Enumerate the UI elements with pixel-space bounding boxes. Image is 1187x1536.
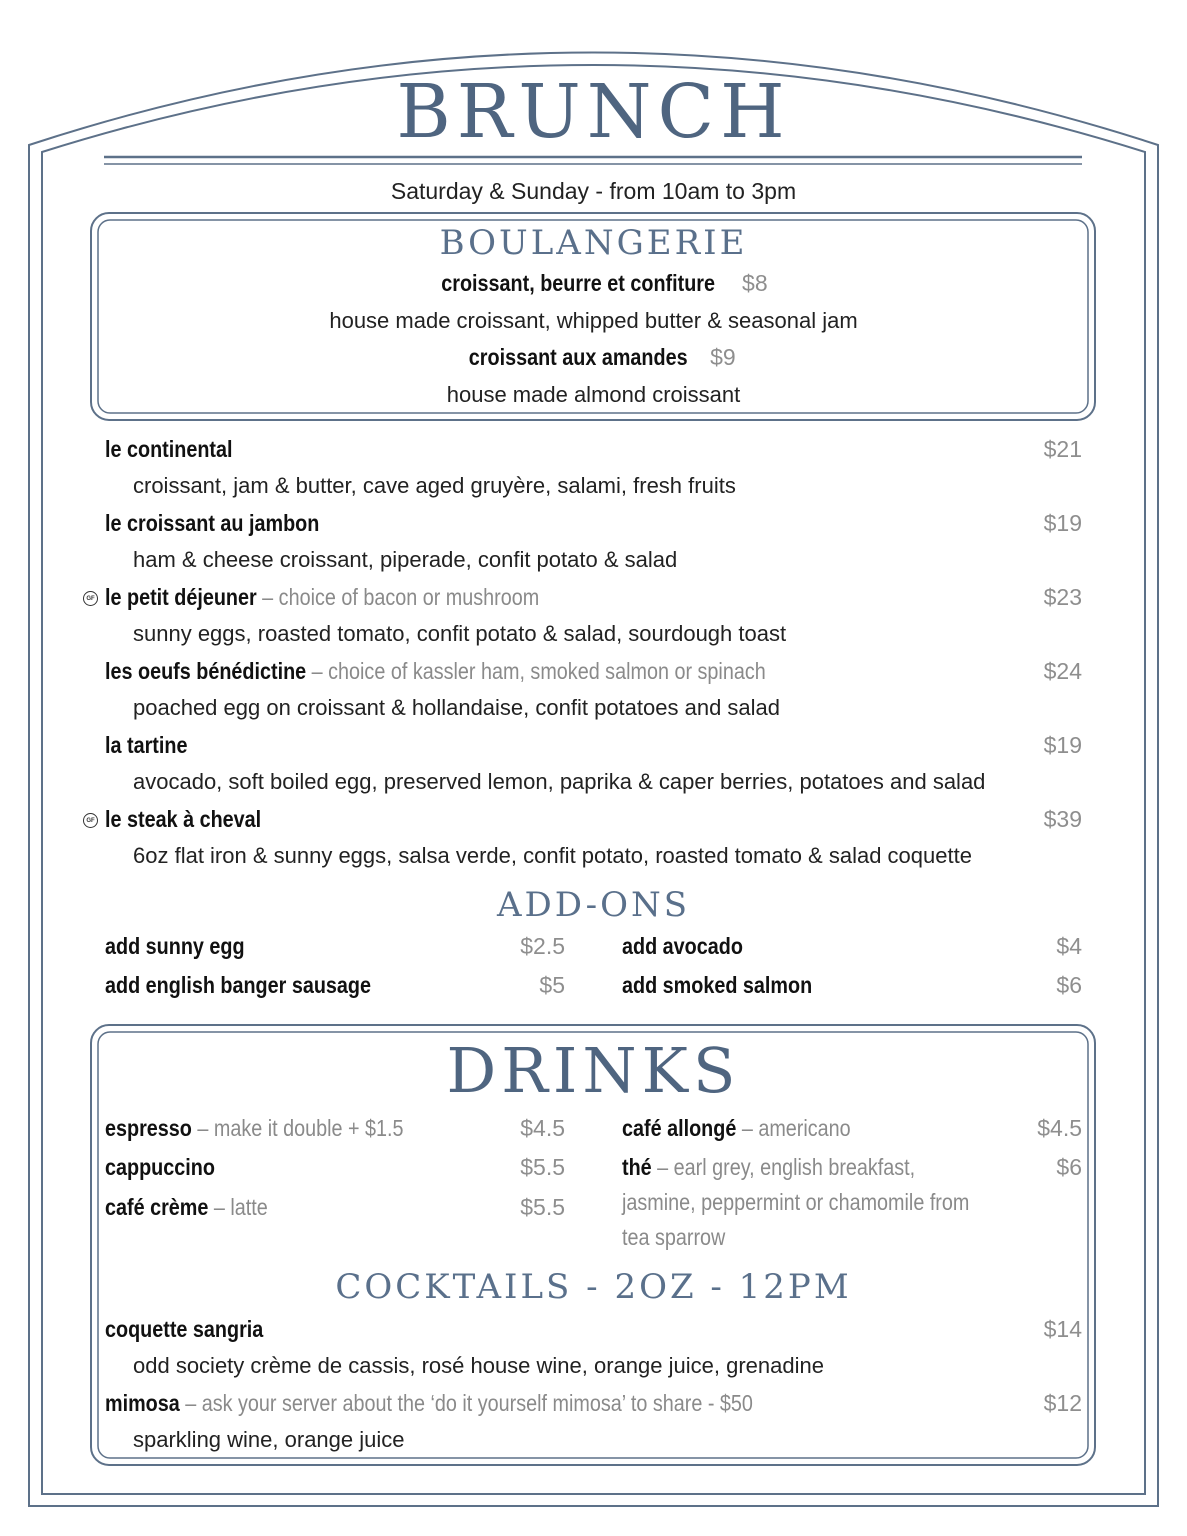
gluten-free-icon: GF xyxy=(83,813,98,828)
drink-option: – earl grey, english breakfast, xyxy=(651,1154,916,1180)
drink-price: $4.5 xyxy=(1037,1115,1082,1141)
addon-name: add avocado xyxy=(622,933,743,959)
item-name: le croissant au jambon xyxy=(105,510,320,536)
item-name: croissant, beurre et confiture xyxy=(441,270,716,296)
drink-name: espresso – make it double + $1.5 xyxy=(105,1115,404,1141)
item-name: le continental xyxy=(105,436,233,462)
drinks-title: DRINKS xyxy=(446,1034,741,1107)
addon-price: $2.5 xyxy=(520,933,565,959)
drink-name: thé – earl grey, english breakfast, xyxy=(622,1154,916,1180)
hours-subtitle: Saturday & Sunday - from 10am to 3pm xyxy=(390,178,797,204)
menu-item xyxy=(105,732,1082,762)
drink-price: $5.5 xyxy=(520,1154,565,1180)
item-name: les oeufs bénédictine – choice of kassler ham, smoked salmon or spinach xyxy=(105,658,766,684)
item-name: le steak à cheval xyxy=(105,806,262,832)
drink-option: – americano xyxy=(736,1115,851,1141)
cocktail-price: $12 xyxy=(1043,1390,1082,1416)
cocktail-option: – ask your server about the ‘do it yourself mimosa’ to share - $50 xyxy=(179,1390,753,1416)
cocktail-item xyxy=(105,1316,1082,1346)
item-option: – choice of kassler ham, smoked salmon or spinach xyxy=(306,658,766,684)
drink-item xyxy=(622,1115,1082,1145)
page-title: BRUNCH xyxy=(396,69,791,155)
item-price: $21 xyxy=(1043,436,1082,462)
cocktail-item xyxy=(105,1390,1082,1420)
item-option: – choice of bacon or mushroom xyxy=(256,584,540,610)
addons-title: ADD-ONS xyxy=(496,885,691,925)
addon-item xyxy=(622,972,1082,1002)
item-description: poached egg on croissant & hollandaise, confit potatoes and salad xyxy=(133,695,781,720)
addon-price: $6 xyxy=(1056,972,1082,998)
item-name: la tartine xyxy=(105,732,188,758)
item-price: $19 xyxy=(1043,510,1082,536)
item-price: $8 xyxy=(742,270,768,296)
addon-item xyxy=(105,933,565,963)
menu-item xyxy=(105,510,1082,540)
drink-option: – latte xyxy=(208,1194,268,1220)
drink-price: $4.5 xyxy=(520,1115,565,1141)
boulangerie-item xyxy=(0,344,1187,371)
addon-item xyxy=(105,972,565,1002)
cocktail-name: mimosa – ask your server about the ‘do it yourself mimosa’ to share - $50 xyxy=(105,1390,753,1416)
drink-option-line: jasmine, peppermint or chamomile from xyxy=(622,1189,970,1215)
cocktail-price: $14 xyxy=(1043,1316,1082,1342)
drink-price: $6 xyxy=(1056,1154,1082,1180)
item-price: $23 xyxy=(1043,584,1082,610)
cocktail-description: odd society crème de cassis, rosé house wine, orange juice, grenadine xyxy=(133,1353,824,1378)
cocktail-name: coquette sangria xyxy=(105,1316,264,1342)
menu-item xyxy=(105,436,1082,466)
item-description: croissant, jam & butter, cave aged gruyère, salami, fresh fruits xyxy=(133,473,736,498)
drink-option-line: tea sparrow xyxy=(622,1224,726,1250)
addon-name: add sunny egg xyxy=(105,933,245,959)
drink-item xyxy=(105,1115,565,1145)
drink-price: $5.5 xyxy=(520,1194,565,1220)
drink-item xyxy=(105,1194,565,1224)
item-price: $39 xyxy=(1043,806,1082,832)
menu-item xyxy=(105,806,1082,836)
addon-name: add english banger sausage xyxy=(105,972,372,998)
boulangerie-item xyxy=(0,270,1187,297)
addon-price: $4 xyxy=(1056,933,1082,959)
drink-name: cappuccino xyxy=(105,1154,215,1180)
menu-item xyxy=(105,584,1082,614)
addon-item xyxy=(622,933,1082,963)
item-name: le petit déjeuner – choice of bacon or mushroom xyxy=(105,584,540,610)
item-price: $24 xyxy=(1043,658,1082,684)
drink-item xyxy=(622,1154,1082,1254)
drink-name: café crème – latte xyxy=(105,1194,268,1220)
boulangerie-title: BOULANGERIE xyxy=(439,223,748,263)
item-description: house made croissant, whipped butter & seasonal jam xyxy=(329,308,858,333)
item-price: $19 xyxy=(1043,732,1082,758)
drink-name: café allongé – americano xyxy=(622,1115,851,1141)
drink-item xyxy=(105,1154,565,1184)
menu-item xyxy=(105,658,1082,688)
item-description: sunny eggs, roasted tomato, confit potato & salad, sourdough toast xyxy=(133,621,787,646)
addon-name: add smoked salmon xyxy=(622,972,813,998)
addon-price: $5 xyxy=(539,972,565,998)
item-price: $9 xyxy=(710,344,736,370)
item-name: croissant aux amandes xyxy=(469,344,688,370)
drink-option: – make it double + $1.5 xyxy=(191,1115,404,1141)
item-description: ham & cheese croissant, piperade, confit potato & salad xyxy=(133,547,678,572)
item-description: avocado, soft boiled egg, preserved lemon, paprika & caper berries, potatoes and salad xyxy=(133,769,986,794)
gluten-free-icon: GF xyxy=(83,591,98,606)
item-description: house made almond croissant xyxy=(446,382,741,407)
cocktails-title: COCKTAILS - 2OZ - 12PM xyxy=(335,1267,852,1307)
cocktail-description: sparkling wine, orange juice xyxy=(133,1427,405,1452)
item-description: 6oz flat iron & sunny eggs, salsa verde, confit potato, roasted tomato & salad coquette xyxy=(133,843,972,868)
